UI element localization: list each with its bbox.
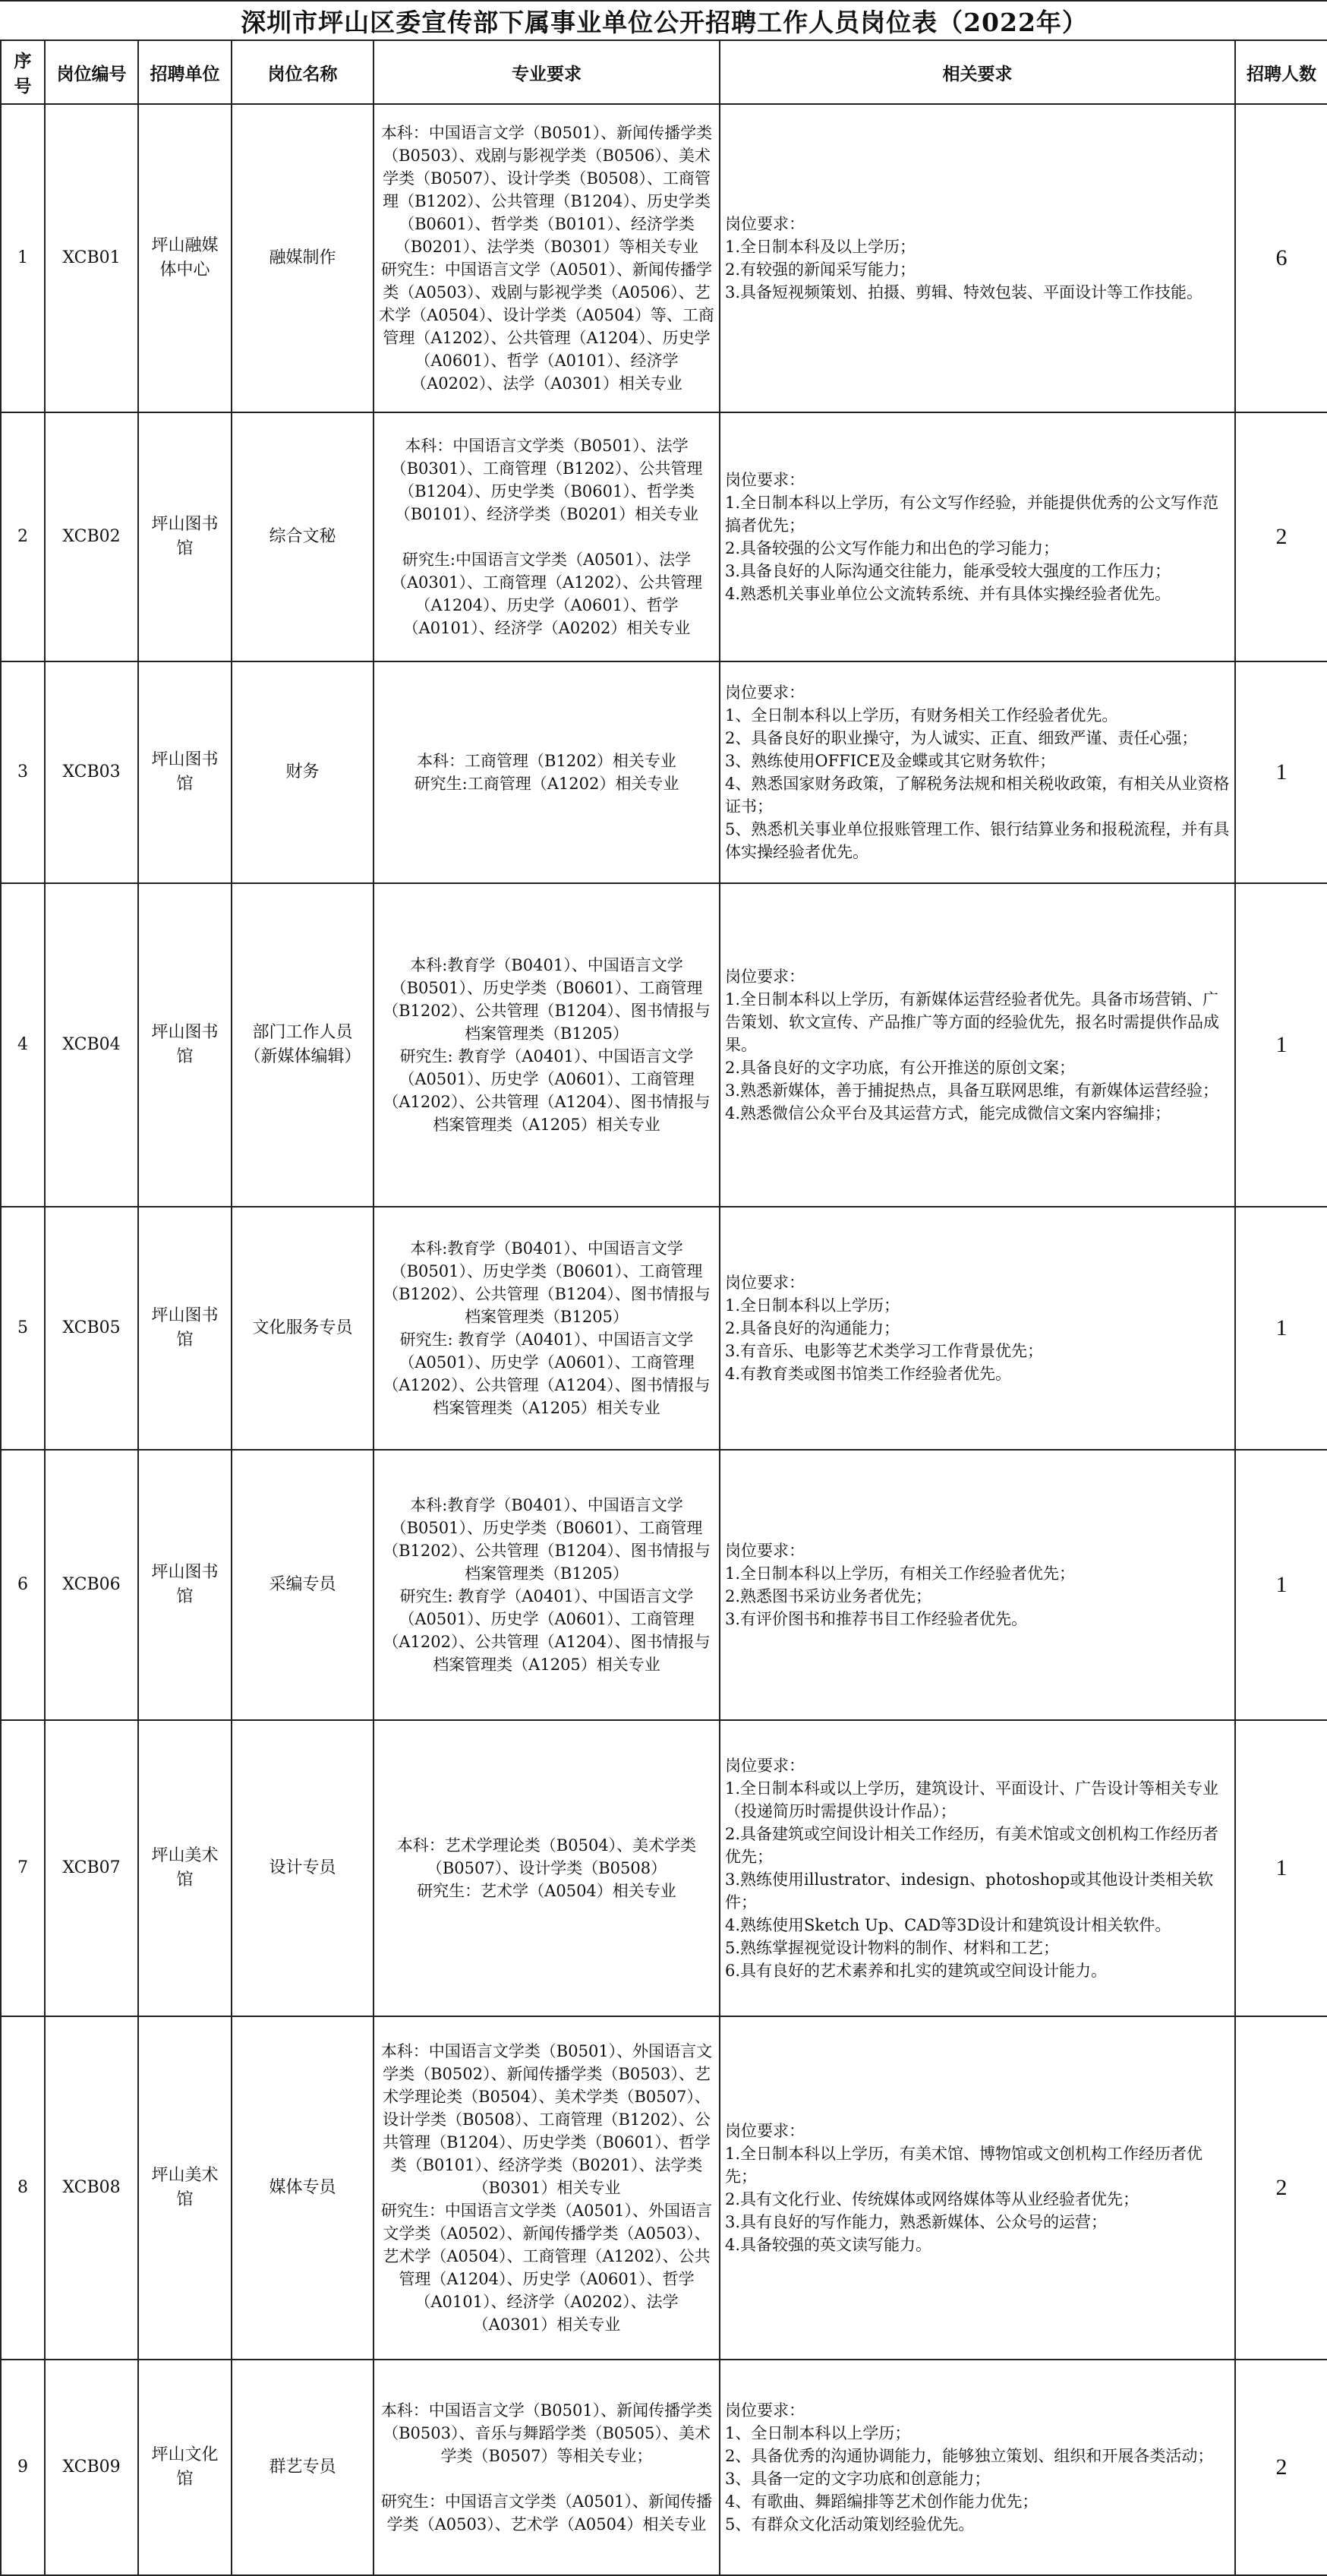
table-row: [1, 1207, 1327, 1450]
row-code: XCB02: [45, 412, 138, 661]
row-major: 本科：中国语言文学（B0501）、新闻传播学类（B0503）、音乐与舞蹈学类（B0505）、美术学类（B0507）等相关专业； 研究生：中国语言文学类（A0501）、新闻传播学类（A0503）、艺术学（A0504）相关专业: [374, 2360, 720, 2575]
header-major: 专业要求: [374, 40, 720, 104]
row-unit: 坪山图书馆: [138, 1207, 232, 1450]
row-seq: 5: [1, 1207, 45, 1450]
header-row: [1, 40, 1327, 104]
row-code: XCB08: [45, 2016, 138, 2360]
row-major: 本科:教育学（B0401）、中国语言文学（B0501）、历史学类（B0601）、工商管理（B1202）、公共管理（B1204）、图书情报与档案管理类（B1205） 研究生: 教育学（A0401）、中国语言文学（A0501）、历史学（A0601）、工商管理（A1202）、公共管理（A1204）、图书情报与档案管理类（A1205）相关专业: [374, 883, 720, 1207]
row-name: 部门工作人员（新媒体编辑）: [232, 883, 374, 1207]
row-name: 综合文秘: [232, 412, 374, 661]
row-unit: 坪山文化馆: [138, 2360, 232, 2575]
row-count: 2: [1235, 2016, 1327, 2360]
header-unit: 招聘单位: [138, 40, 232, 104]
row-requirements: 岗位要求： 1.全日制本科以上学历，有相关工作经验者优先； 2.熟悉图书采访业务者优先； 3.有评价图书和推荐书目工作经验者优先。: [720, 1450, 1235, 1720]
row-unit: 坪山图书馆: [138, 883, 232, 1207]
row-requirements: 岗位要求： 1.全日制本科以上学历，有美术馆、博物馆或文创机构工作经历者优先； 2.具有文化行业、传统媒体或网络媒体等从业经验者优先； 3.具有良好的写作能力，熟悉新媒体、公众号的运营； 4.具备较强的英文读写能力。: [720, 2016, 1235, 2360]
row-count: 2: [1235, 2360, 1327, 2575]
row-requirements: 岗位要求： 1.全日制本科以上学历，有新媒体运营经验者优先。具备市场营销、广告策划、软文宣传、产品推广等方面的经验优先，报名时需提供作品成果。 2.具备良好的文字功底，有公开推送的原创文案； 3.熟悉新媒体，善于捕捉热点，具备互联网思维，有新媒体运营经验； 4.熟悉微信公众平台及其运营方式，能完成微信文案内容编排；: [720, 883, 1235, 1207]
row-count: 1: [1235, 1450, 1327, 1720]
row-unit: 坪山美术馆: [138, 2016, 232, 2360]
row-code: XCB04: [45, 883, 138, 1207]
row-code: XCB07: [45, 1720, 138, 2016]
header-count: 招聘人数: [1235, 40, 1327, 104]
header-seq: 序号: [1, 40, 45, 104]
row-requirements: 岗位要求： 1.全日制本科以上学历，有公文写作经验，并能提供优秀的公文写作范搞者优先； 2.具备较强的公文写作能力和出色的学习能力； 3.具备良好的人际沟通交往能力，能承受较大强度的工作压力； 4.熟悉机关事业单位公文流转系统、并有具体实操经验者优先。: [720, 412, 1235, 661]
row-seq: 8: [1, 2016, 45, 2360]
row-count: 1: [1235, 1207, 1327, 1450]
header-name: 岗位名称: [232, 40, 374, 104]
row-major: 本科：中国语言文学（B0501）、新闻传播学类（B0503）、戏剧与影视学类（B0506）、美术学类（B0507）、设计学类（B0508）、工商管理（B1202）、公共管理（B1204）、历史学类（B0601）、哲学类（B0101）、经济学类（B0201）、法学类（B0301）等相关专业 研究生：中国语言文学（A0501）、新闻传播学类（A0503）、戏剧与影视学类（A0506）、艺术学（A0504）、设计学类（A0504）等、工商管理（A1202）、公共管理（A1204）、历史学（A0601）、哲学（A0101）、经济学（A0202）、法学（A0301）相关专业: [374, 104, 720, 412]
header-requirements: 相关要求: [720, 40, 1235, 104]
row-unit: 坪山融媒体中心: [138, 104, 232, 412]
row-unit: 坪山图书馆: [138, 661, 232, 883]
header-code: 岗位编号: [45, 40, 138, 104]
row-code: XCB06: [45, 1450, 138, 1720]
table-row: [1, 661, 1327, 883]
row-seq: 2: [1, 412, 45, 661]
row-unit: 坪山图书馆: [138, 1450, 232, 1720]
row-requirements: 岗位要求： 1.全日制本科以上学历； 2.具备良好的沟通能力； 3.有音乐、电影等艺术类学习工作背景优先； 4.有教育类或图书馆类工作经验者优先。: [720, 1207, 1235, 1450]
row-count: 2: [1235, 412, 1327, 661]
row-count: 1: [1235, 661, 1327, 883]
table-row: [1, 2016, 1327, 2360]
row-name: 采编专员: [232, 1450, 374, 1720]
row-seq: 3: [1, 661, 45, 883]
row-major: 本科:教育学（B0401）、中国语言文学（B0501）、历史学类（B0601）、工商管理（B1202）、公共管理（B1204）、图书情报与档案管理类（B1205） 研究生: 教育学（A0401）、中国语言文学（A0501）、历史学（A0601）、工商管理（A1202）、公共管理（A1204）、图书情报与档案管理类（A1205）相关专业: [374, 1207, 720, 1450]
page-title: 深圳市坪山区委宣传部下属事业单位公开招聘工作人员岗位表（2022年）: [1, 1, 1327, 40]
row-major: 本科：中国语言文学类（B0501）、法学（B0301）、工商管理（B1202）、公共管理（B1204）、历史学类（B0601）、哲学类（B0101）、经济学类（B0201）相关专业 研究生:中国语言文学类（A0501）、法学（A0301）、工商管理（A1202）、公共管理（A1204）、历史学（A0601）、哲学（A0101）、经济学（A0202）相关专业: [374, 412, 720, 661]
table-row: [1, 104, 1327, 412]
row-name: 群艺专员: [232, 2360, 374, 2575]
row-requirements: 岗位要求： 1、全日制本科以上学历； 2、具备优秀的沟通协调能力，能够独立策划、组织和开展各类活动； 3、具备一定的文字功底和创意能力； 4、有歌曲、舞蹈编排等艺术创作能力优先； 5、有群众文化活动策划经验优先。: [720, 2360, 1235, 2575]
row-code: XCB09: [45, 2360, 138, 2575]
row-major: 本科:教育学（B0401）、中国语言文学（B0501）、历史学类（B0601）、工商管理（B1202）、公共管理（B1204）、图书情报与档案管理类（B1205） 研究生: 教育学（A0401）、中国语言文学（A0501）、历史学（A0601）、工商管理（A1202）、公共管理（A1204）、图书情报与档案管理类（A1205）相关专业: [374, 1450, 720, 1720]
row-seq: 1: [1, 104, 45, 412]
row-requirements: 岗位要求： 1、全日制本科以上学历，有财务相关工作经验者优先。 2、具备良好的职业操守，为人诚实、正直、细致严谨、责任心强； 3、熟练使用OFFICE及金蝶或其它财务软件； 4、熟悉国家财务政策，了解税务法规和相关税收政策，有相关从业资格证书； 5、熟悉机关事业单位报账管理工作、银行结算业务和报税流程，并有具体实操经验者优先。: [720, 661, 1235, 883]
table-row: [1, 1450, 1327, 1720]
row-count: 1: [1235, 1720, 1327, 2016]
row-code: XCB05: [45, 1207, 138, 1450]
row-name: 财务: [232, 661, 374, 883]
row-code: XCB01: [45, 104, 138, 412]
row-name: 融媒制作: [232, 104, 374, 412]
row-seq: 4: [1, 883, 45, 1207]
table-row: [1, 412, 1327, 661]
row-unit: 坪山图书馆: [138, 412, 232, 661]
row-seq: 9: [1, 2360, 45, 2575]
table-row: [1, 1720, 1327, 2016]
row-requirements: 岗位要求： 1.全日制本科或以上学历，建筑设计、平面设计、广告设计等相关专业（投递简历时需提供设计作品）； 2.具备建筑或空间设计相关工作经历，有美术馆或文创机构工作经历者优先； 3.熟练使用illustrator、indesign、photoshop或其他设计类相关软件； 4.熟练使用Sketch Up、CAD等3D设计和建筑设计相关软件。 5.熟练掌握视觉设计物料的制作、材料和工艺； 6.具有良好的艺术素养和扎实的建筑或空间设计能力。: [720, 1720, 1235, 2016]
title-row: [1, 1, 1327, 40]
row-count: 6: [1235, 104, 1327, 412]
row-seq: 6: [1, 1450, 45, 1720]
row-requirements: 岗位要求： 1.全日制本科及以上学历； 2.有较强的新闻采写能力； 3.具备短视频策划、拍摄、剪辑、特效包装、平面设计等工作技能。: [720, 104, 1235, 412]
row-name: 媒体专员: [232, 2016, 374, 2360]
row-code: XCB03: [45, 661, 138, 883]
table-row: [1, 883, 1327, 1207]
row-seq: 7: [1, 1720, 45, 2016]
row-count: 1: [1235, 883, 1327, 1207]
table-row: [1, 2360, 1327, 2575]
row-major: 本科：中国语言文学类（B0501）、外国语言文学类（B0502）、新闻传播学类（B0503）、艺术学理论类（B0504）、美术学类（B0507）、设计学类（B0508）、工商管理（B1202）、公共管理（B1204）、历史学类（B0601）、哲学类（B0101）、经济学类（B0201）、法学类（B0301）相关专业 研究生：中国语言文学类（A0501）、外国语言文学类（A0502）、新闻传播学类（A0503）、艺术学（A0504）、工商管理（A1202）、公共管理（A1204）、历史学（A0601）、哲学（A0101）、经济学（A0202）、法学（A0301）相关专业: [374, 2016, 720, 2360]
row-major: 本科：工商管理（B1202）相关专业 研究生:工商管理（A1202）相关专业: [374, 661, 720, 883]
row-name: 设计专员: [232, 1720, 374, 2016]
row-name: 文化服务专员: [232, 1207, 374, 1450]
row-major: 本科：艺术学理论类（B0504）、美术学类（B0507）、设计学类（B0508） 研究生：艺术学（A0504）相关专业: [374, 1720, 720, 2016]
row-unit: 坪山美术馆: [138, 1720, 232, 2016]
